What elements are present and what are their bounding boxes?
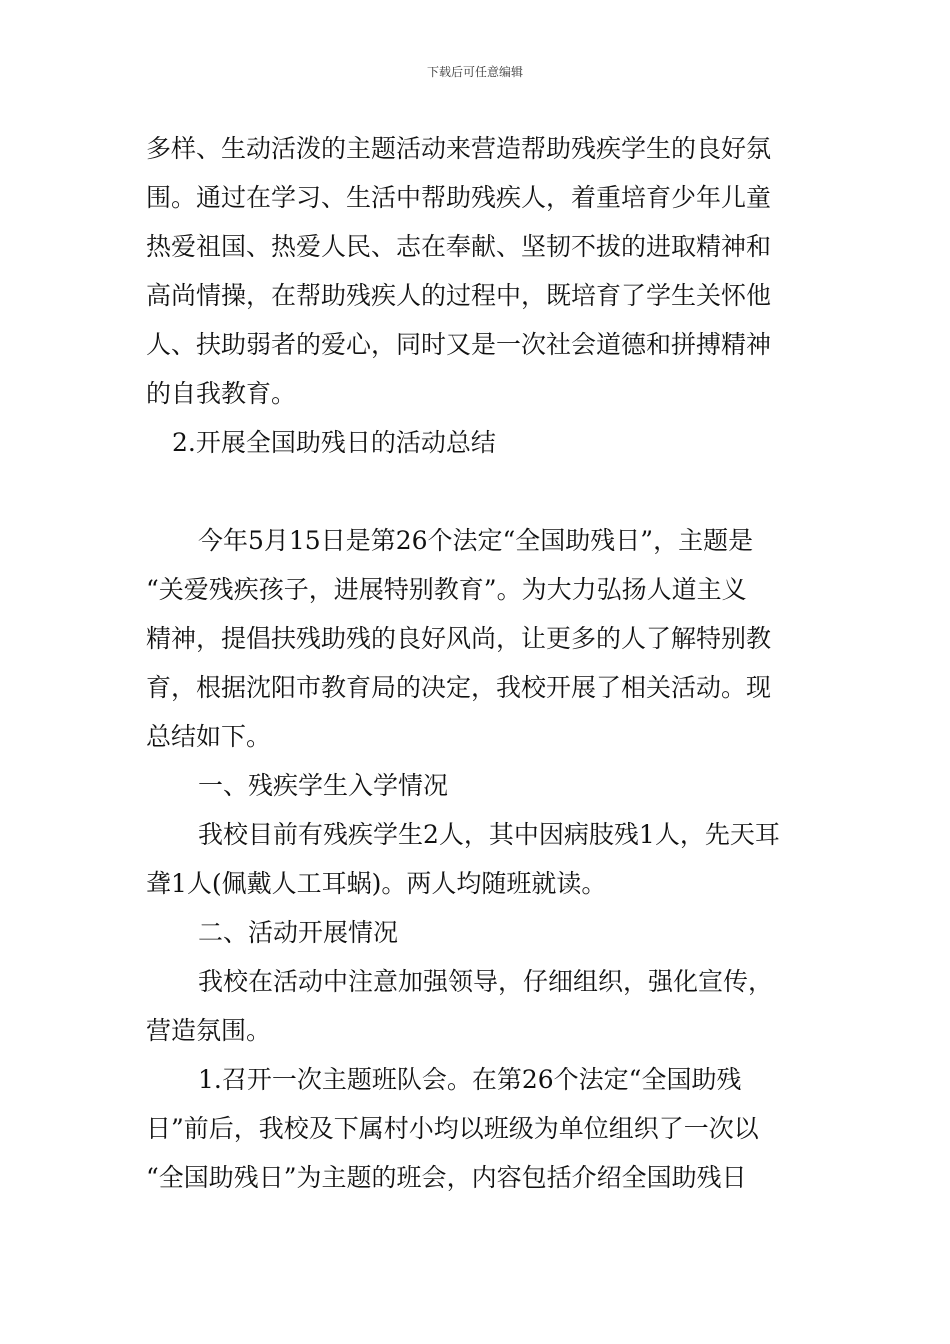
text-line: “全国助残日”为主题的班会，内容包括介绍全国助残日: [146, 1163, 747, 1192]
text-line: 日”前后，我校及下属村小均以班级为单位组织了一次以: [146, 1114, 759, 1143]
text-line: 聋1人(佩戴人工耳蜗)。两人均随班就读。: [146, 869, 607, 898]
text-line: 总结如下。: [146, 722, 272, 751]
subheading-enrollment: 一、残疾学生入学情况: [198, 771, 449, 800]
text-line: 的自我教育。: [146, 379, 297, 408]
text-line: “关爱残疾孩子，进展特别教育”。为大力弘扬人道主义: [146, 575, 747, 604]
subheading-activities: 二、活动开展情况: [198, 918, 399, 947]
section-heading: 2.开展全国助残日的活动总结: [172, 428, 496, 457]
paragraph-start: 我校目前有残疾学生2人，其中因病肢残1人，先天耳: [198, 820, 780, 849]
text-line: 热爱祖国、热爱人民、志在奉献、坚韧不拔的进取精神和: [146, 232, 772, 261]
text-line: 围。通过在学习、生活中帮助残疾人，着重培育少年儿童: [146, 183, 772, 212]
text-line: 多样、生动活泼的主题活动来营造帮助残疾学生的良好氛: [146, 134, 772, 163]
text-line: 精神，提倡扶残助残的良好风尚，让更多的人了解特别教: [146, 624, 772, 653]
paragraph-start: 今年5月15日是第26个法定“全国助残日”，主题是: [198, 526, 754, 555]
blank-gap: [146, 467, 810, 516]
text-line: 育，根据沈阳市教育局的决定，我校开展了相关活动。现: [146, 673, 772, 702]
text-line: 高尚情操，在帮助残疾人的过程中，既培育了学生关怀他: [146, 281, 772, 310]
document-body: [146, 124, 810, 1202]
page-header-note: 下载后可任意编辑: [426, 65, 523, 79]
text-line: 营造氛围。: [146, 1016, 272, 1045]
text-line: 人、扶助弱者的爱心，同时又是一次社会道德和拼搏精神: [146, 330, 772, 359]
paragraph-start: 我校在活动中注意加强领导，仔细组织，强化宣传，: [198, 967, 774, 996]
paragraph-start: 1.召开一次主题班队会。在第26个法定“全国助残: [198, 1065, 742, 1094]
